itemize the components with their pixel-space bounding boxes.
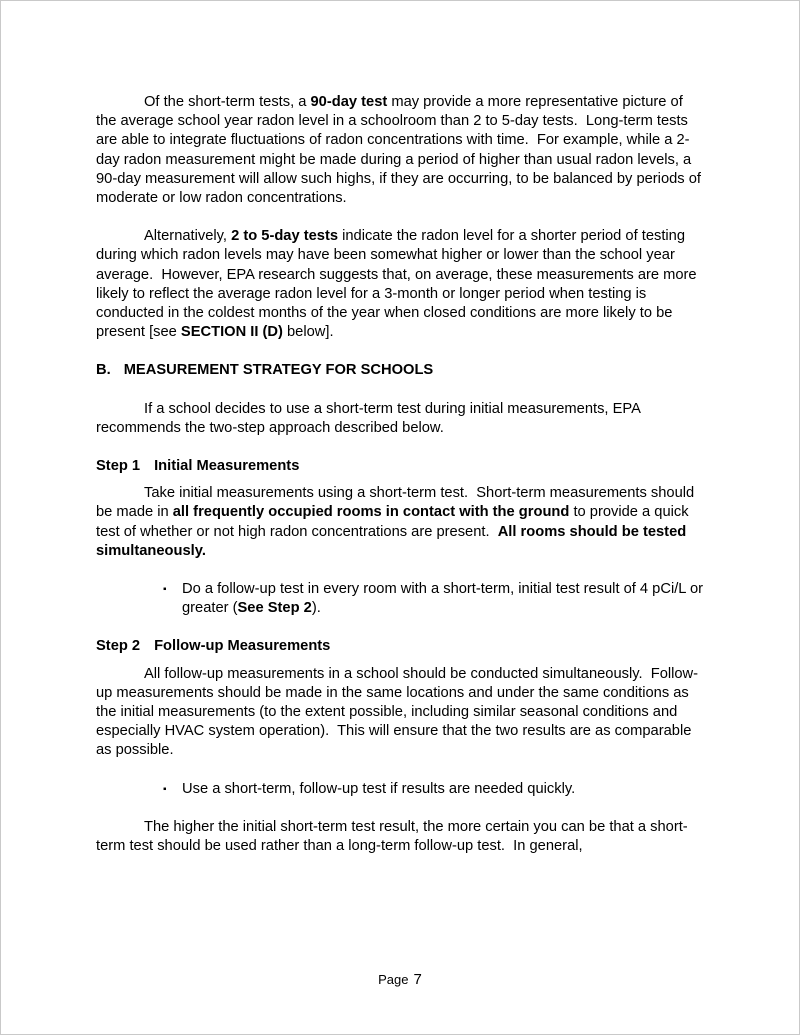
bullet-item xyxy=(96,580,708,618)
paragraph xyxy=(96,227,704,342)
text-run: below]. xyxy=(282,324,334,341)
paragraph xyxy=(96,484,704,561)
document-body xyxy=(1,1,799,856)
text-run: Of the short-term tests, a xyxy=(144,94,311,110)
bullet-item xyxy=(96,780,704,799)
step-label: Step 2 xyxy=(96,638,141,655)
bold-text-run: SECTION II (D) xyxy=(180,324,283,341)
step-heading xyxy=(96,637,704,656)
paragraph xyxy=(96,818,704,856)
page-number: 7 xyxy=(413,970,422,988)
bold-text-run: 2 to 5-day tests xyxy=(231,228,339,245)
bullet-text xyxy=(182,580,708,618)
text-run: Alternatively, xyxy=(144,228,232,245)
step-title: Follow-up Measurements xyxy=(154,638,331,655)
step-heading xyxy=(96,457,704,476)
bullet-square-icon: ▪ xyxy=(163,783,167,795)
bullet-square-icon: ▪ xyxy=(163,584,167,596)
text-run: If a school decides to use a short-term test during initial measurements, EPA recommends the two-step approach described below. xyxy=(96,400,645,436)
text-run: ). xyxy=(311,600,321,617)
bullet-text xyxy=(182,780,704,799)
section-title: MEASUREMENT STRATEGY FOR SCHOOLS xyxy=(123,362,434,379)
bold-text-run: all frequently occupied rooms in contact with the ground xyxy=(172,504,570,521)
step-title: Initial Measurements xyxy=(154,458,300,475)
page-footer xyxy=(1,970,799,990)
text-run: indicate the radon level for a shorter period of testing during which radon levels may have been somewhat higher or lower than the school year average. However, EPA research suggests that, on average, these measurements are more likely to reflect the average radon level for a 3-month or longer period when testing is conducted in the coldest months of the year when closed conditions are more likely to be present [see xyxy=(96,228,701,341)
section-heading xyxy=(96,361,704,380)
text-run: to provide a quick test of whether or not high radon concentrations are present. xyxy=(96,504,693,540)
step-label: Step 1 xyxy=(96,458,141,475)
paragraph xyxy=(96,93,704,208)
text-run: The higher the initial short-term test result, the more certain you can be that a short-term test should be used rather than a long-term follow-up test. In general, xyxy=(96,818,688,855)
section-letter: B. xyxy=(96,362,111,379)
bold-text-run: 90-day test xyxy=(310,94,388,110)
paragraph xyxy=(96,665,704,761)
bold-text-run: All rooms should be tested simultaneously. xyxy=(96,523,691,559)
page-footer-label: Page xyxy=(378,971,409,987)
text-run: Do a follow-up test in every room with a short-term, initial test result of 4 pCi/L or greater ( xyxy=(182,581,708,617)
text-run: All follow-up measurements in a school should be conducted simultaneously. Follow-up measurements should be made in the same locations and under the same conditions as the initial measurements (to the extent possible, including similar seasonal conditions and especially HVAC system operation). This will ensure that the two results are as comparable as possible. xyxy=(96,665,699,759)
bold-text-run: See Step 2 xyxy=(237,600,312,617)
text-run: Take initial measurements using a short-term test. Short-term measurements should be made in xyxy=(96,485,699,521)
paragraph xyxy=(96,400,704,438)
text-run: may provide a more representative picture of the average school year radon level in a schoolroom than 2 to 5-day tests. Long-term tests are able to integrate fluctuations of radon concentrations with time. For example, while a 2-day radon measurement might be made during a period of higher than usual radon levels, a 90-day measurement will allow such highs, if they are occurring, to be balanced by periods of moderate or low radon concentrations. xyxy=(96,94,706,207)
text-run: Use a short-term, follow-up test if results are needed quickly. xyxy=(182,780,576,797)
